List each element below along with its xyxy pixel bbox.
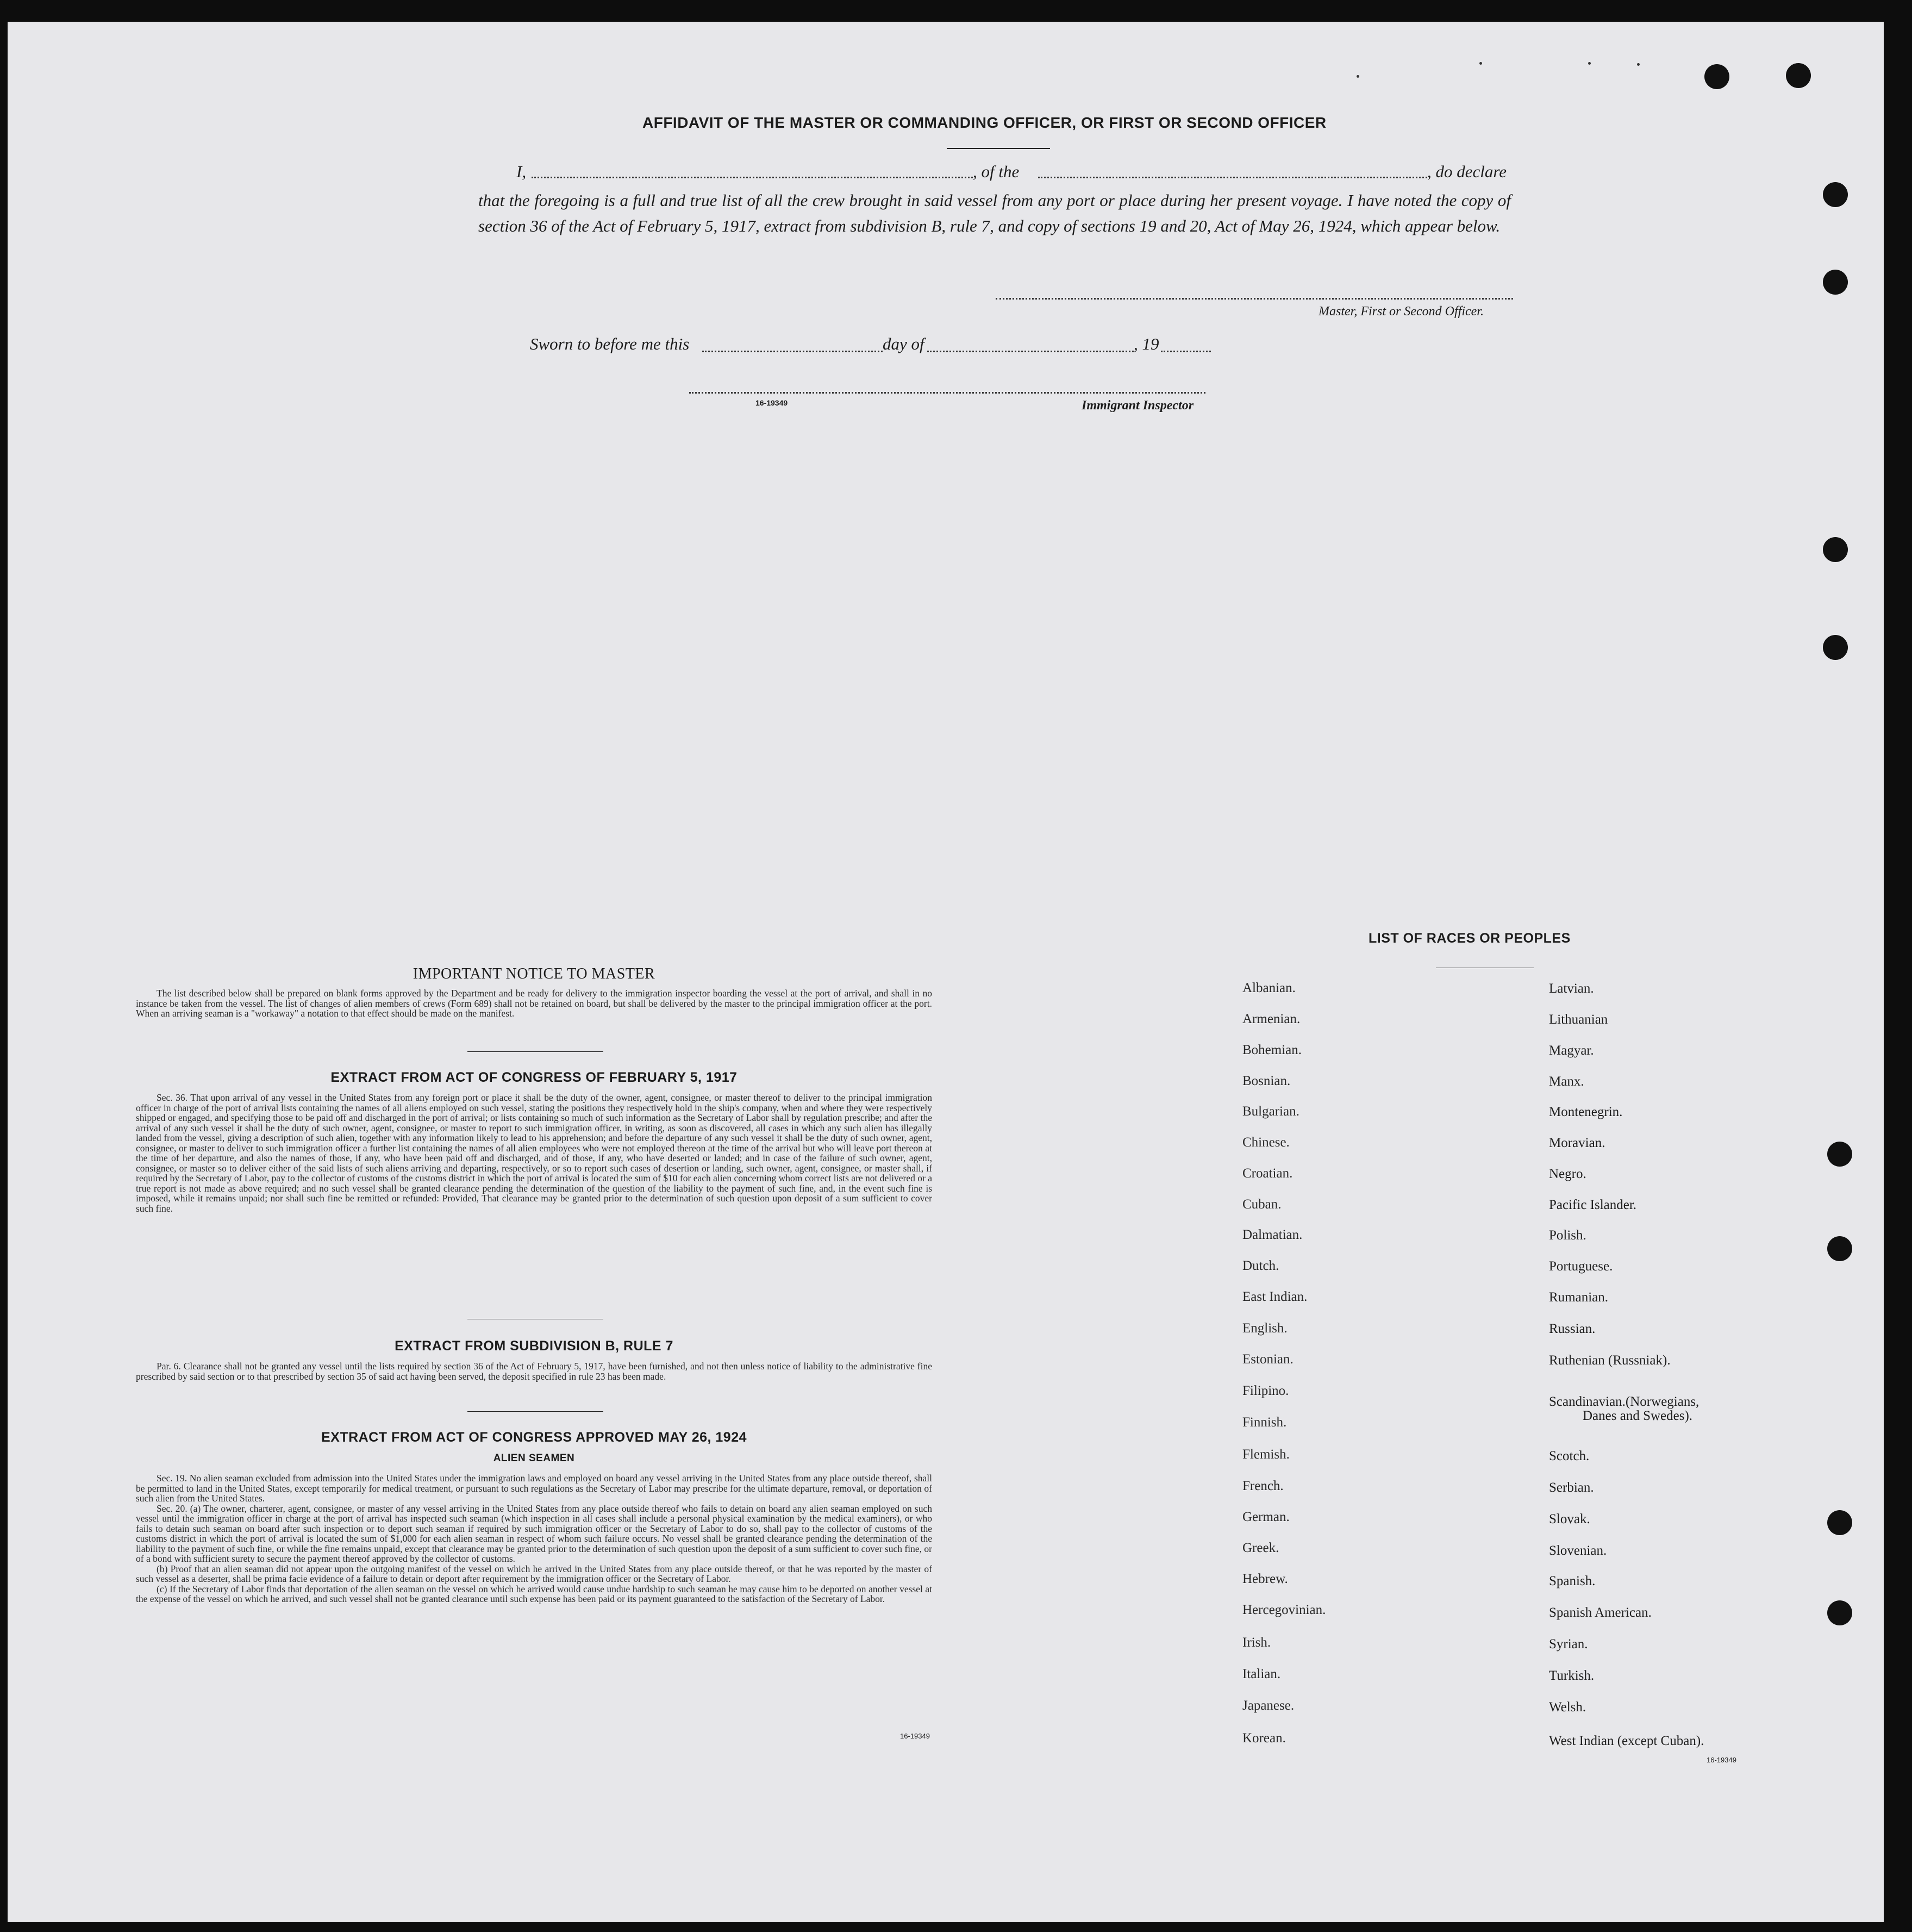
name-field-line[interactable]	[532, 177, 973, 178]
race-left: Flemish.	[1242, 1447, 1290, 1462]
punch-hole	[1823, 635, 1848, 660]
race-right: Negro.	[1549, 1167, 1586, 1181]
punch-hole	[1823, 537, 1848, 562]
race-left: Bulgarian.	[1242, 1104, 1299, 1119]
speck	[1479, 62, 1482, 65]
sec20c-paragraph: (c) If the Secretary of Labor finds that deportation of the alien seaman on the vessel on which he arrived would cause undue hardship to such seaman he may cause him to be deported on another vessel at the expense of the vessel on which he arrived, and such vessel shall not be granted clearance until such expense has been paid or its payment guaranteed to the satisfaction of the Secretary of Labor.	[136, 1583, 932, 1604]
race-right: Syrian.	[1549, 1637, 1588, 1651]
speck	[1357, 75, 1359, 78]
notice-paragraph: The list described below shall be prepared on blank forms approved by the Department and be ready for delivery to the immigration inspector boarding the vessel at the port of arrival, and shall in no instance be taken from the vessel. The list of changes of alien members of crews (Form 689) shall not be retained on board, but shall be delivered by the master to the principal immigration officer at the port. When an arriving seaman is a "workaway" a notation to that effect should be made on the manifest.	[136, 988, 932, 1019]
races-title: LIST OF RACES OR PEOPLES	[1369, 931, 1571, 946]
race-left: Dalmatian.	[1242, 1227, 1303, 1242]
race-left: Cuban.	[1242, 1197, 1282, 1212]
master-signature-label: Master, First or Second Officer.	[1319, 304, 1484, 319]
punch-hole	[1823, 270, 1848, 295]
extract-rule7-title: EXTRACT FROM SUBDIVISION B, RULE 7	[395, 1338, 673, 1354]
race-right: Turkish.	[1549, 1668, 1595, 1683]
race-left: Greek.	[1242, 1541, 1279, 1555]
extract-1917-text	[136, 1093, 932, 1213]
race-left: Armenian.	[1242, 1012, 1301, 1026]
extract-1924-title: EXTRACT FROM ACT OF CONGRESS APPROVED MAY 26, 1924	[321, 1430, 747, 1445]
sworn-year-line[interactable]	[1161, 351, 1211, 352]
race-right: Spanish.	[1549, 1574, 1596, 1588]
affidavit-title: AFFIDAVIT OF THE MASTER OR COMMANDING OFFICER, OR FIRST OR SECOND OFFICER	[642, 114, 1327, 131]
race-right: West Indian (except Cuban).	[1549, 1734, 1704, 1748]
race-left: Dutch.	[1242, 1258, 1279, 1273]
race-right: Latvian.	[1549, 981, 1594, 996]
race-right: Welsh.	[1549, 1700, 1586, 1715]
race-right: Serbian.	[1549, 1480, 1594, 1495]
race-left: Bosnian.	[1242, 1074, 1291, 1088]
race-left: Japanese.	[1242, 1698, 1295, 1713]
affidavit-i-label: I,	[516, 162, 527, 181]
speck	[1588, 62, 1591, 65]
extract-form-number: 16-19349	[900, 1732, 930, 1740]
race-right: Manx.	[1549, 1074, 1584, 1089]
race-right: Danes and Swedes).	[1583, 1409, 1693, 1423]
sworn-day-line[interactable]	[702, 351, 883, 352]
race-right: Magyar.	[1549, 1043, 1594, 1058]
race-left: Croatian.	[1242, 1166, 1293, 1181]
extract-1924-text	[136, 1473, 932, 1604]
sworn-day-of: day of	[883, 334, 924, 353]
inspector-signature-line[interactable]	[689, 392, 1205, 394]
notice-text	[136, 988, 932, 1019]
speck	[1637, 63, 1640, 66]
race-right: Spanish American.	[1549, 1605, 1652, 1620]
race-right: Russian.	[1549, 1322, 1596, 1336]
race-left: East Indian.	[1242, 1289, 1308, 1304]
divider	[467, 1411, 603, 1412]
race-right: Slovak.	[1549, 1512, 1590, 1526]
affidavit-of-the-label: , of the	[973, 162, 1020, 181]
vessel-field-line[interactable]	[1038, 177, 1427, 178]
race-right: Portuguese.	[1549, 1259, 1613, 1274]
affidavit-form-number: 16-19349	[755, 398, 788, 407]
master-signature-line[interactable]	[996, 298, 1513, 300]
sec20b-paragraph: (b) Proof that an alien seaman did not appear upon the outgoing manifest of the vessel on which he arrived in the United States from any place outside thereof, or that he was reported by the master of such vessel as a deserter, shall be prima facie evidence of a failure to detain or deport after requirement by the immigration officer or the Secretary of Labor.	[136, 1563, 932, 1584]
race-left: French.	[1242, 1479, 1284, 1493]
notice-title: IMPORTANT NOTICE TO MASTER	[413, 965, 655, 982]
extract-rule7-text	[136, 1361, 932, 1381]
sworn-month-line[interactable]	[927, 351, 1134, 352]
punch-hole	[1827, 1600, 1852, 1625]
race-left: English.	[1242, 1321, 1288, 1336]
race-left: Irish.	[1242, 1635, 1271, 1650]
race-left: Hebrew.	[1242, 1572, 1288, 1586]
race-right: Montenegrin.	[1549, 1105, 1623, 1119]
sworn-year-prefix: , 19	[1134, 334, 1159, 353]
race-left: Estonian.	[1242, 1352, 1294, 1367]
race-right: Pacific Islander.	[1549, 1198, 1637, 1212]
races-form-number: 16-19349	[1707, 1756, 1736, 1764]
punch-hole	[1823, 182, 1848, 207]
race-right: Ruthenian (Russniak).	[1549, 1353, 1671, 1368]
race-right: Lithuanian	[1549, 1012, 1608, 1027]
race-right: Slovenian.	[1549, 1543, 1607, 1558]
race-right: Rumanian.	[1549, 1290, 1609, 1305]
punch-hole	[1704, 64, 1729, 89]
race-left: Bohemian.	[1242, 1043, 1302, 1057]
sec19-paragraph: Sec. 19. No alien seaman excluded from admission into the United States under the immigration laws and employed on board any vessel arriving in the United States from any place outside thereof, shall be permitted to land in the United States, except temporarily for medical treatment, or pursuant to such regulations as the Secretary of Labor may prescribe for the ultimate departure, removal, or deportation of such alien from the United States.	[136, 1473, 932, 1504]
race-left: Italian.	[1242, 1667, 1281, 1681]
affidavit-do-declare: , do declare	[1427, 162, 1507, 181]
affidavit-paragraph: that the foregoing is a full and true list of all the crew brought in said vessel from any port or place during her present voyage. I have noted the copy of section 36 of the Act of February 5, 1917, extract from subdivision B, rule 7, and copy of sections 19 and 20, Act of May 26, 1924, which appear below.	[478, 191, 1511, 235]
punch-hole	[1827, 1142, 1852, 1167]
punch-hole	[1786, 63, 1811, 88]
race-left: Albanian.	[1242, 981, 1296, 995]
race-left: Filipino.	[1242, 1383, 1289, 1398]
sworn-prefix: Sworn to before me this	[530, 334, 690, 353]
race-left: Finnish.	[1242, 1415, 1287, 1430]
race-left: Chinese.	[1242, 1135, 1290, 1150]
title-underline	[947, 148, 1050, 149]
divider	[467, 1051, 603, 1052]
extract-rule7-paragraph: Par. 6. Clearance shall not be granted any vessel until the lists required by section 36 of the Act of February 5, 1917, have been furnished, and not then unless notice of liability to the administrative fine prescribed by said section or to that prescribed by section 35 of said act having been served, the deposit specified in rule 23 has been made.	[136, 1361, 932, 1382]
race-right: Polish.	[1549, 1228, 1586, 1243]
extract-1924-subtitle: ALIEN SEAMEN	[493, 1453, 575, 1464]
sec20a-paragraph: Sec. 20. (a) The owner, charterer, agent, consignee, or master of any vessel arriving in the United States from any place outside thereof who fails to detain on board any alien seaman employed on such vessel until the immigration officer in charge at the port of arrival has inspected such seaman (which inspection in all cases shall include a personal physical examination by the medical examiners), or who fails to detain such seaman on board after such inspection or to deport such seaman if required by such immigration officer or the Secretary of Labor to do so, shall pay to the collector of customs of the customs district in which the port of arrival is located the sum of $1,000 for each alien seaman in respect of whom such failure occurs. No vessel shall be granted clearance pending the determination of the liability to the payment of such fine, or while the fine remains unpaid, except that clearance may be granted prior to the determination of such question upon the deposit of a sum sufficient to cover such fine, or of a bond with sufficient surety to secure the payment thereof approved by the collector of customs.	[136, 1503, 932, 1564]
extract-1917-paragraph: Sec. 36. That upon arrival of any vessel in the United States from any foreign port or place it shall be the duty of the owner, agent, consignee, or master thereof to deliver to the principal immigration officer in charge of the port of arrival lists containing the names of all aliens employed on such vessel, stating the positions they respectively hold in the ship's company, when and where they were respectively shipped or engaged, and specifying those to be paid off and discharged in the port of arrival; or lists containing so much of such information as the Secretary of Labor shall by regulation prescribe; and after the arrival of any such vessel it shall be the duty of such owner, agent, consignee, or master to report to such immigration officer, in writing, as soon as discovered, all cases in which any such alien has illegally landed from the vessel, giving a description of such alien, together with any information likely to lead to his apprehension; and before the departure of any such vessel it shall be the duty of such owner, agent, consignee, or master to deliver to such immigration officer a further list containing the names of all alien employees who were not employed thereon at the time of the arrival but who will leave port thereon at the time of her departure, and also the names of those, if any, who have been paid off and discharged, and of those, if any, who have deserted or landed; and in case of the failure of such owner, agent, consignee, or master so to deliver either of the said lists of such aliens arriving and departing, respectively, or so to report such cases of desertion or landing, such owner, agent, consignee, or master shall, if required by the Secretary of Labor, pay to the collector of customs of the customs district in which the port of arrival is located the sum of $10 for each alien concerning whom correct lists are not delivered or a true report is not made as above required; and no such vessel shall be granted clearance pending the determination of the question of the liability to the payment of such fine, and, in the event such fine is imposed, while it remains unpaid; nor shall such fine be remitted or refunded: Provided, That clearance may be granted prior to the determination of such question upon deposit of a sum sufficient to cover such fine.	[136, 1092, 932, 1214]
race-right: Scandinavian.(Norwegians,	[1549, 1394, 1699, 1409]
punch-hole	[1827, 1510, 1852, 1535]
inspector-label: Immigrant Inspector	[1082, 398, 1194, 413]
race-left: Korean.	[1242, 1731, 1286, 1746]
race-right: Moravian.	[1549, 1136, 1605, 1150]
extract-1917-title: EXTRACT FROM ACT OF CONGRESS OF FEBRUARY 5, 1917	[330, 1070, 738, 1085]
race-left: German.	[1242, 1510, 1290, 1524]
punch-hole	[1827, 1236, 1852, 1261]
race-left: Hercegovinian.	[1242, 1603, 1326, 1617]
race-right: Scotch.	[1549, 1449, 1590, 1463]
